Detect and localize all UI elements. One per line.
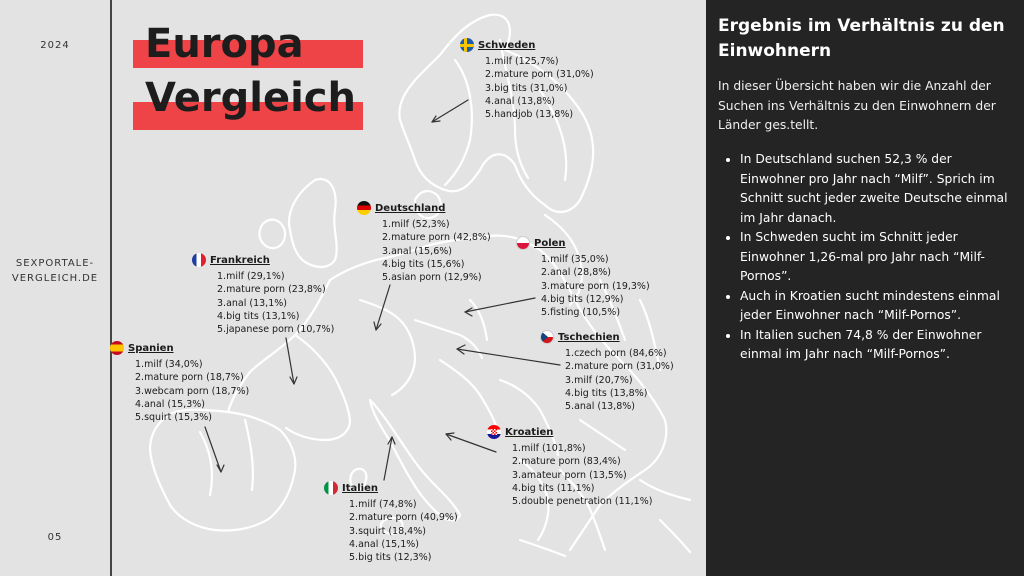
list-item: 3.anal (15,6%) [382,245,452,257]
list-item: 2.anal (28,8%) [541,267,611,279]
country-spanien [110,341,249,424]
list-item: 5.asian porn (12,9%) [382,272,482,284]
title-line-1: Europa [145,21,304,67]
list-item: 1.czech porn (84,6%) [565,348,667,359]
list-item: 2.mature porn (18,7%) [135,372,244,384]
country-tschechien [540,330,674,413]
country-name: Schweden [478,39,536,51]
brand-line-2: VERGLEICH.DE [11,273,99,284]
country-name: Frankreich [210,254,270,266]
list-item: 1.milf (52,3%) [382,219,450,230]
country-polen [516,236,650,319]
list-item: 5.japanese porn (10,7%) [217,324,335,336]
list-item: 3.webcam porn (18,7%) [135,385,250,397]
list-item: 2.mature porn (31,0%) [485,69,594,81]
italy-flag-icon [324,481,338,495]
list-item: 2.mature porn (42,8%) [382,232,491,244]
panel-intro: In dieser Übersicht haben wir die Anzahl der Suchen ins Verhältnis zu den Einwohnern der Länder ges.tellt. [718,79,996,132]
spain-flag-icon [110,341,124,355]
list-item: 4.big tits (13,1%) [217,310,300,322]
results-panel [706,0,1024,576]
list-item: 1.milf (101,8%) [512,443,586,454]
list-item: 4.big tits (13,8%) [565,387,648,399]
list-item: 5.fisting (10,5%) [541,307,621,319]
list-item: 4.big tits (12,9%) [541,293,624,305]
czech-flag-icon [540,330,554,344]
list-item: 3.big tits (31,0%) [485,82,568,94]
france-flag-icon [192,253,206,267]
country-frankreich [192,253,334,336]
germany-flag-icon [357,201,371,215]
list-item: 2.mature porn (40,9%) [349,512,458,524]
list-item: 1.milf (74,8%) [349,499,417,510]
country-name: Deutschland [375,202,446,214]
list-item: 3.milf (20,7%) [565,374,633,386]
list-item: 5.handjob (13,8%) [485,109,574,121]
country-name: Italien [342,482,379,494]
panel-title: Ergebnis im Verhältnis zu den Einwohnern [718,16,1005,61]
list-item: 3.squirt (18,4%) [349,525,426,537]
list-item: 3.anal (13,1%) [217,297,287,309]
bullet-item: • In Schweden sucht im Schnitt jeder Einwohner 1,26-mal pro Jahr nach “Milf-Pornos”. [740,228,1014,287]
list-item: 5.double penetration (11,1%) [512,496,653,508]
country-schweden [460,38,594,121]
sweden-flag-icon [460,38,474,52]
bullet-item: • Auch in Kroatien sucht mindestens einmal jeder Einwohner nach “Milf-Pornos”. [740,287,1014,326]
list-item: 4.anal (13,8%) [485,95,555,107]
country-kroatien [487,425,652,508]
list-item: 4.big tits (15,6%) [382,258,465,270]
list-item: 1.milf (35,0%) [541,254,609,265]
page-number: 05 [47,532,63,543]
bullet-item: • In Italien suchen 74,8 % der Einwohner einmal im Jahr nach “Milf-Pornos”. [740,326,1014,365]
year-label: 2024 [40,40,70,51]
list-item: 5.anal (13,8%) [565,401,635,413]
list-item: 4.anal (15,1%) [349,538,419,550]
panel-bullets [718,150,1014,365]
list-item: 5.big tits (12,3%) [349,552,432,564]
list-item: 3.amateur porn (13,5%) [512,469,627,481]
list-item: 1.milf (34,0%) [135,359,203,370]
list-item: 1.milf (125,7%) [485,56,559,67]
country-deutschland [357,201,491,284]
list-item: 4.big tits (11,1%) [512,482,595,494]
list-item: 4.anal (15,3%) [135,398,205,410]
country-name: Spanien [128,342,174,354]
list-item: 3.mature porn (19,3%) [541,280,650,292]
list-item: 2.mature porn (83,4%) [512,456,621,468]
country-name: Polen [534,237,566,249]
croatia-flag-icon [487,425,501,439]
brand-line-1: SEXPORTALE- [15,258,95,269]
poland-flag-icon [516,236,530,250]
title-line-2: Vergleich [145,75,356,121]
sidebar [0,0,112,576]
list-item: 5.squirt (15,3%) [135,412,212,424]
country-name: Tschechien [558,331,620,343]
country-italien [324,481,458,564]
list-item: 1.milf (29,1%) [217,271,285,282]
list-item: 2.mature porn (23,8%) [217,284,326,296]
country-name: Kroatien [505,426,554,438]
list-item: 2.mature porn (31,0%) [565,361,674,373]
bullet-item: • In Deutschland suchen 52,3 % der Einwohner pro Jahr nach “Milf”. Sprich im Schnitt sucht jeder zweite Deutsche einmal im Jahr danach. [740,150,1014,228]
